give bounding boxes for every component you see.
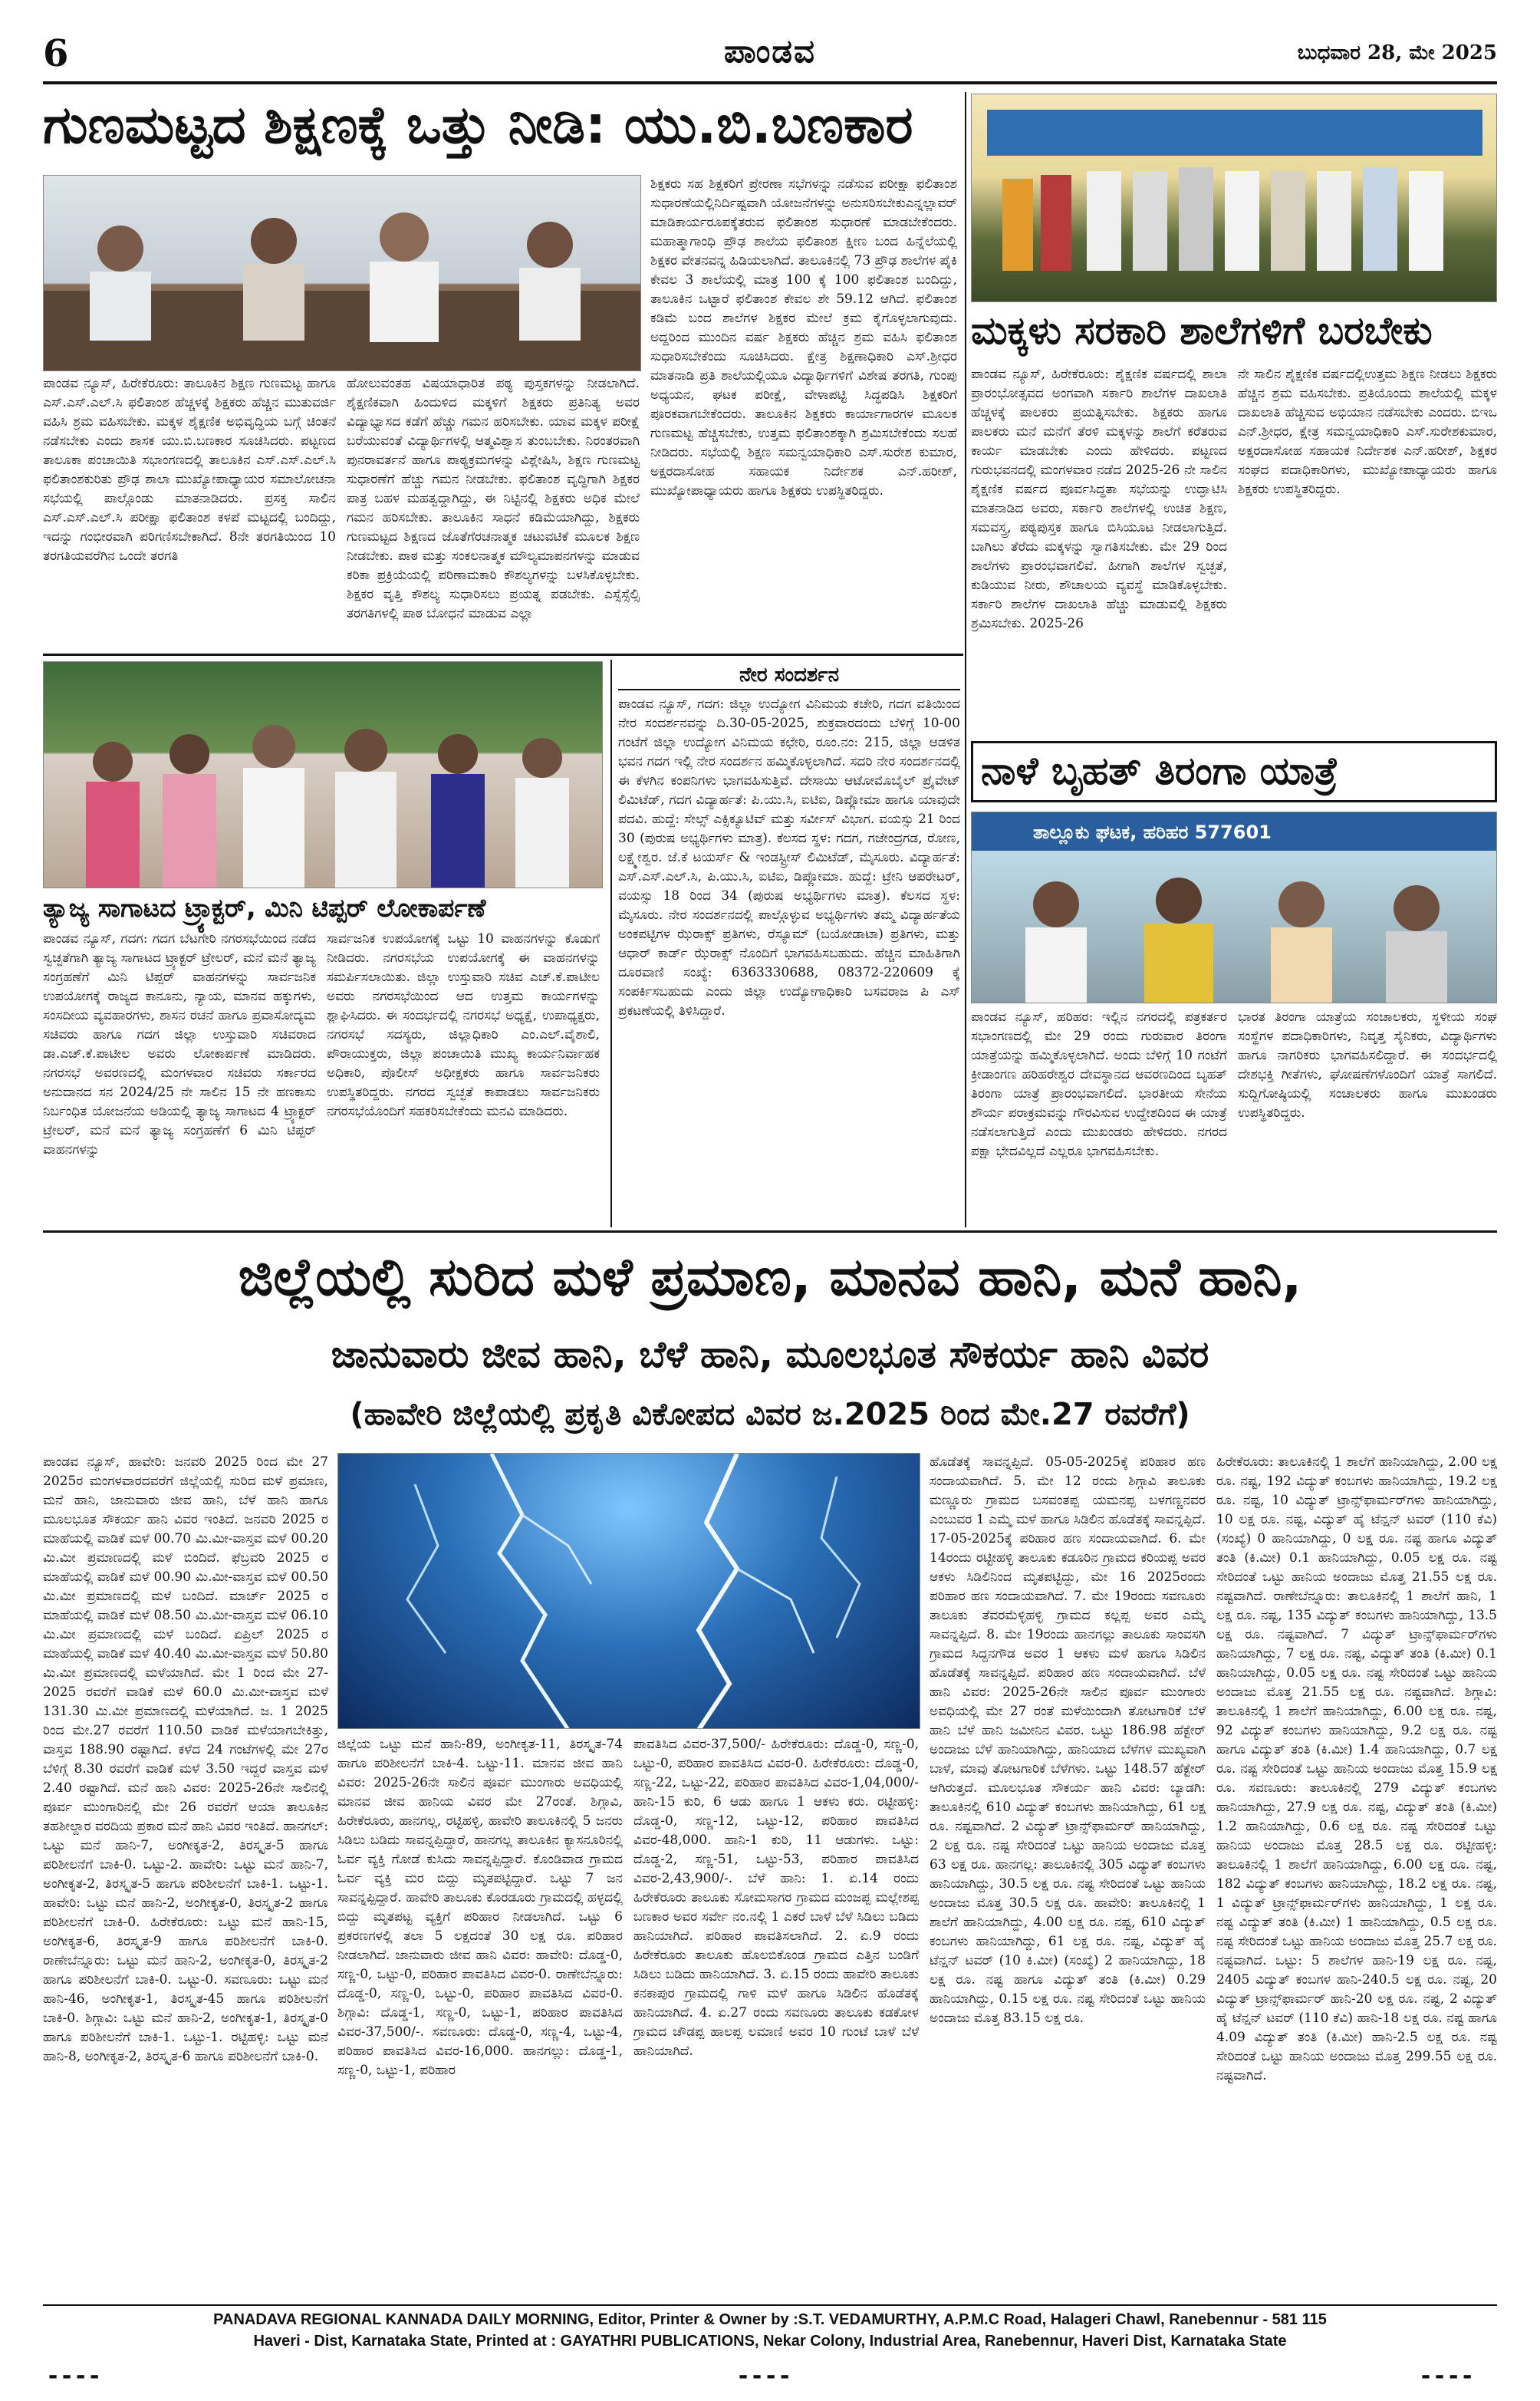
main-headline-2: ಜಾನುವಾರು ಜೀವ ಹಾನಿ, ಬೆಳೆ ಹಾನಿ, ಮೂಲಭೂತ ಸೌಕರ್ಯ ಹಾನಿ ವಿವರ	[331, 1333, 1209, 1376]
story4-photo-banner: ತಾಲ್ಲೂಕು ಘಟಕ, ಹರಿಹರ 577601	[1033, 822, 1272, 843]
story1-headline: ಗುಣಮಟ್ಟದ ಶಿಕ್ಷಣಕ್ಕೆ ಒತ್ತು ನೀಡಿ: ಯು.ಬಿ.ಬಣಕಾರ	[43, 95, 913, 156]
story3-photo-illustration	[44, 662, 603, 888]
registration-mark-right: ----	[1419, 2363, 1475, 2389]
registration-mark-left: ----	[46, 2363, 102, 2389]
story2-column-2: ನೇ ಸಾಲಿನ ಶೈಕ್ಷಣಿಕ ವರ್ಷದಲ್ಲಿಉತ್ತಮ ಶಿಕ್ಷಣ ನೀಡಲು ಶಿಕ್ಷಕರು ಹೆಚ್ಚಿನ ಶ್ರಮ ವಹಿಸಬೇಕು. ಪ್ರತಿಯೊಂದು ಶಾಲೆಯಲ್ಲಿ ಮಕ್ಕಳ ದಾಖಲಾತಿ ಹೆಚ್ಚಿಸುವ ಅಭಿಯಾನ ನಡೆಸಬೇಕು ಎಂದರು. ಬಿಇಒ ಎನ್.ಶ್ರೀಧರ, ಕ್ಷೇತ್ರ ಸಮನ್ವಯಾಧಿಕಾರಿ ಎಸ್.ಸುರೇಶಕುಮಾರ, ಅಕ್ಷರದಾಸೋಹ ಸಹಾಯಕ ನಿರ್ದೇಶಕ ಎನ್.ಹರೀಶ್, ಶಿಕ್ಷಕರ ಸಂಘದ ಪದಾಧಿಕಾರಿಗಳು, ಮುಖ್ಯೋಪಾಧ್ಯಾಯರು ಹಾಗೂ ಶಿಕ್ಷಕರು ಉಪಸ್ಥಿತರಿದ್ದರು.	[1238, 367, 1497, 497]
main-subheadline: (ಹಾವೇರಿ ಜಿಲ್ಲೆಯಲ್ಲಿ ಪ್ರಕೃತಿ ವಿಕೋಪದ ವಿವರ ಜ.2025 ರಿಂದ ಮೇ.27 ರವರೆಗೆ)	[350, 1397, 1190, 1432]
column-divider	[965, 92, 966, 1227]
story2-column-1: ಪಾಂಡವ ನ್ಯೂಸ್, ಹಿರೇಕೆರೂರು: ಶೈಕ್ಷಣಿಕ ವರ್ಷದಲ್ಲಿ ಶಾಲಾ ಪ್ರಾರಂಭೋತ್ಸವದ ಅಂಗವಾಗಿ ಸರ್ಕಾರಿ ಶಾಲೆಗಳ ದಾಖಲಾತಿ ಹೆಚ್ಚಳಕ್ಕೆ ಪಾಲಕರು ಪ್ರಯತ್ನಿಸಬೇಕು. ಶಿಕ್ಷಕರು ಹಾಗೂ ಪಾಲಕರು ಮನೆ ಮನೆಗೆ ತೆರಳಿ ಮಕ್ಕಳನ್ನು ಶಾಲೆಗೆ ಕರೆತರುವ ಕಾರ್ಯ ಮಾಡಬೇಕು ಎಂದು ಹೇಳಿದರು. ಪಟ್ಟಣದ ಗುರುಭವನದಲ್ಲಿ ಮಂಗಳವಾರ ನಡೆದ 2025-26 ನೇ ಸಾಲಿನ ಶೈಕ್ಷಣಿಕ ವರ್ಷದ ಪೂರ್ವಸಿದ್ಧತಾ ಸಭೆಯನ್ನು ಉದ್ಘಾಟಿಸಿ ಮಾತನಾಡಿದ ಅವರು, ಸರ್ಕಾರಿ ಶಾಲೆಗಳಲ್ಲಿ ಉಚಿತ ಶಿಕ್ಷಣ, ಸಮವಸ್ತ್ರ, ಪಠ್ಯಪುಸ್ತಕ ಹಾಗೂ ಬಿಸಿಯೂಟ ನೀಡಲಾಗುತ್ತಿದೆ. ಬಾಗಿಲು ತೆರೆದು ಮಕ್ಕಳನ್ನು ಸ್ವಾಗತಿಸಬೇಕು. ಮೇ 29 ರಿಂದ ಶಾಲೆಗಳು ಪ್ರಾರಂಭವಾಗಲಿವೆ. ಹೀಗಾಗಿ ಶಾಲೆಗಳ ಸ್ವಚ್ಛತೆ, ಕುಡಿಯುವ ನೀರು, ಶೌಚಾಲಯ ವ್ಯವಸ್ಥೆ ಮಾಡಿಕೊಳ್ಳಬೇಕು. ಸರ್ಕಾರಿ ಶಾಲೆಗಳ ದಾಖಲಾತಿ ಹೆಚ್ಚು ಮಾಡುವಲ್ಲಿ ಶಿಕ್ಷಕರು ಶ್ರಮಿಸಬೇಕು. 2025-26	[971, 367, 1227, 631]
story3-column-1: ಪಾಂಡವ ನ್ಯೂಸ್, ಗದಗ: ಗದಗ ಬೆಟಗೇರಿ ನಗರಸಭೆಯಿಂದ ನಡೆದ ಸ್ವಚ್ಛತೆಗಾಗಿ ತ್ಯಾಜ್ಯ ಸಾಗಾಟದ ಟ್ರ್ಯಾಕ್ಟರ್ ಟ್ರೇಲರ್, ಮನೆ ಮನೆ ತ್ಯಾಜ್ಯ ಸಂಗ್ರಹಣೆಗೆ ಮಿನಿ ಟಿಪ್ಪರ್ ವಾಹನಗಳನ್ನು ಸಾರ್ವಜನಿಕ ಉಪಯೋಗಕ್ಕೆ ರಾಜ್ಯದ ಕಾನೂನು, ನ್ಯಾಯ, ಮಾನವ ಹಕ್ಕುಗಳು, ಸಂಸದೀಯ ವ್ಯವಹಾರಗಳು, ಶಾಸನ ರಚನೆ ಹಾಗೂ ಪ್ರವಾಸೋದ್ಯಮ ಸಚಿವರು ಹಾಗೂ ಗದಗ ಜಿಲ್ಲಾ ಉಸ್ತುವಾರಿ ಸಚಿವರಾದ ಡಾ.ಎಚ್.ಕೆ.ಪಾಟೀಲ ಅವರು ಲೋಕಾರ್ಪಣೆ ಮಾಡಿದರು. ನಗರಸಭೆ ಅವರಣದಲ್ಲಿ ಮಂಗಳವಾರ ಸಚಿವರು ಸರ್ಕಾರದ ಅನುದಾನದ ಸನ 2024/25 ನೇ ಸಾಲಿನ 15 ನೇ ಹಣಕಾಸು ನಿರ್ಬಂಧಿತ ಯೋಜನೆಯ ಅಡಿಯಲ್ಲಿ ತ್ಯಾಜ್ಯ ಸಾಗಾಟದ 4 ಟ್ರ್ಯಾಕ್ಟರ್ ಟ್ರೇಲರ್, ಮನೆ ಮನೆ ತ್ಯಾಜ್ಯ ಸಂಗ್ರಹಣೆಗೆ 6 ಮಿನಿ ಟಿಪ್ಪರ್ ವಾಹನಗಳನ್ನು	[43, 931, 316, 1158]
main-column-5: ಹಿರೇಕೆರೂರು: ತಾಲೂಕಿನಲ್ಲಿ 1 ಶಾಲೆಗೆ ಹಾನಿಯಾಗಿದ್ದು, 2.00 ಲಕ್ಷ ರೂ. ನಷ್ಟ, 192 ವಿದ್ಯುತ್ ಕಂಬಗಳು ಹಾನಿಯಾಗಿದ್ದು, 19.2 ಲಕ್ಷ ರೂ. ನಷ್ಟ, 10 ವಿದ್ಯುತ್ ಟ್ರಾನ್ಸ್‌ಫಾರ್ಮರ್‌ಗಳು ಹಾನಿಯಾಗಿದ್ದು, 10 ಲಕ್ಷ ರೂ. ನಷ್ಟ, ವಿದ್ಯುತ್ ಹೈ ಟೆನ್ಷನ್ ಟವರ್ (110 ಕೆವಿ) (ಸಂಖ್ಯೆ) 0 ಹಾನಿಯಾಗಿದ್ದು, 0 ಲಕ್ಷ ರೂ. ನಷ್ಟ ಹಾಗೂ ವಿದ್ಯುತ್ ತಂತಿ (ಕಿ.ಮೀ) 0.1 ಹಾನಿಯಾಗಿದ್ದು, 0.05 ಲಕ್ಷ ರೂ. ನಷ್ಟ ಸೇರಿದಂತೆ ಒಟ್ಟು ಹಾನಿಯ ಅಂದಾಜು ಮೊತ್ತ 21.55 ಲಕ್ಷ ರೂ. ನಷ್ಟವಾಗಿದೆ. ರಾಣೇಬೆನ್ನೂರು: ತಾಲೂಕಿನಲ್ಲಿ 1 ಶಾಲೆಗೆ ಹಾನಿ, 1 ಲಕ್ಷ ರೂ. ನಷ್ಟ, 135 ವಿದ್ಯುತ್ ಕಂಬಗಳು ಹಾನಿಯಾಗಿದ್ದು, 13.5 ಲಕ್ಷ ರೂ. ನಷ್ಟವಾಗಿದೆ. 7 ವಿದ್ಯುತ್ ಟ್ರಾನ್ಸ್‌ಫಾರ್ಮರ್‌ಗಳು ಹಾನಿಯಾಗಿದ್ದು, 7 ಲಕ್ಷ ರೂ. ನಷ್ಟ, ವಿದ್ಯುತ್ ತಂತಿ (ಕಿ.ಮೀ) 0.1 ಹಾನಿಯಾಗಿದ್ದು, 0.05 ಲಕ್ಷ ರೂ. ನಷ್ಟ ಸೇರಿದಂತೆ ಒಟ್ಟು ಹಾನಿಯ ಅಂದಾಜು ಮೊತ್ತ 21.55 ಲಕ್ಷ ರೂ. ನಷ್ಟವಾಗಿದೆ. ಶಿಗ್ಗಾವಿ: ತಾಲೂಕಿನಲ್ಲಿ 1 ಶಾಲೆಗೆ ಹಾನಿಯಾಗಿದ್ದು, 6.00 ಲಕ್ಷ ರೂ. ನಷ್ಟ, 92 ವಿದ್ಯುತ್ ಕಂಬಗಳು ಹಾನಿಯಾಗಿದ್ದು, 9.2 ಲಕ್ಷ ರೂ. ನಷ್ಟ ಹಾಗೂ ವಿದ್ಯುತ್ ತಂತಿ (ಕಿ.ಮೀ) 1.4 ಹಾನಿಯಾಗಿದ್ದು, 0.7 ಲಕ್ಷ ರೂ. ನಷ್ಟ ಸೇರಿದಂತೆ ಒಟ್ಟು ಹಾನಿಯ ಅಂದಾಜು ಮೊತ್ತ 15.9 ಲಕ್ಷ ರೂ. ಸವಣೂರು: ತಾಲೂಕಿನಲ್ಲಿ 279 ವಿದ್ಯುತ್ ಕಂಬಗಳು ಹಾನಿಯಾಗಿದ್ದು, 27.9 ಲಕ್ಷ ರೂ. ನಷ್ಟ, ವಿದ್ಯುತ್ ತಂತಿ (ಕಿ.ಮೀ) 1.2 ಹಾನಿಯಾಗಿದ್ದು, 0.6 ಲಕ್ಷ ರೂ. ನಷ್ಟ ಸೇರಿದಂತೆ ಒಟ್ಟು ಹಾನಿಯ ಅಂದಾಜು ಮೊತ್ತ 28.5 ಲಕ್ಷ ರೂ. ರಟ್ಟೀಹಳ್ಳಿ: ತಾಲೂಕಿನಲ್ಲಿ 1 ಶಾಲೆಗೆ ಹಾನಿಯಾಗಿದ್ದು, 6.00 ಲಕ್ಷ ರೂ. ನಷ್ಟ, 182 ವಿದ್ಯುತ್ ಕಂಬಗಳು ಹಾನಿಯಾಗಿದ್ದು, 18.2 ಲಕ್ಷ ರೂ. ನಷ್ಟ, 1 ವಿದ್ಯುತ್ ಟ್ರಾನ್ಸ್‌ಫಾರ್ಮರ್‌ಗಳು ಹಾನಿಯಾಗಿದ್ದು, 1 ಲಕ್ಷ ರೂ. ನಷ್ಟ ವಿದ್ಯುತ್ ತಂತಿ (ಕಿ.ಮೀ) 1 ಹಾನಿಯಾಗಿದ್ದು, 0.5 ಲಕ್ಷ ರೂ. ನಷ್ಟ ಸೇರಿದಂತೆ ಒಟ್ಟು ಹಾನಿಯ ಅಂದಾಜು ಮೊತ್ತ 25.7 ಲಕ್ಷ ರೂ. ನಷ್ಟವಾಗಿದೆ. ಒಟ್ಟು: 5 ಶಾಲೆಗಳ ಹಾನಿ-19 ಲಕ್ಷ ರೂ. ನಷ್ಟ, 2405 ವಿದ್ಯುತ್ ಕಂಬಗಳ ಹಾನಿ-240.5 ಲಕ್ಷ ರೂ. ನಷ್ಟ, 20 ವಿದ್ಯುತ್ ಟ್ರಾನ್ಸ್‌ಫಾರ್ಮರ್ ಹಾನಿ-20 ಲಕ್ಷ ರೂ. ನಷ್ಟ, 2 ವಿದ್ಯುತ್ ಹೈ ಟೆನ್ಷನ್ ಟವರ್ (110 ಕೆವಿ) ಹಾನಿ-18 ಲಕ್ಷ ರೂ. ನಷ್ಟ ಹಾಗೂ 4.09 ವಿದ್ಯುತ್ ತಂತಿ (ಕಿ.ಮೀ) ಹಾನಿ-2.5 ಲಕ್ಷ ರೂ. ನಷ್ಟ ಸೇರಿದಂತೆ ಒಟ್ಟು ಹಾನಿಯ ಅಂದಾಜು ಮೊತ್ತ 299.55 ಲಕ್ಷ ರೂ. ನಷ್ಟವಾಗಿದೆ.	[1216, 1454, 1497, 2083]
main-story-photo	[337, 1453, 920, 1729]
story4-headline: ನಾಳೆ ಬೃಹತ್ ತಿರಂಗಾ ಯಾತ್ರೆ	[981, 749, 1338, 793]
notice-title: ನೇರ ಸಂದರ್ಶನ	[618, 661, 960, 690]
notice-body: ಪಾಂಡವ ನ್ಯೂಸ್, ಗದಗ: ಜಿಲ್ಲಾ ಉದ್ಯೋಗ ವಿನಿಮಯ ಕಚೇರಿ, ಗದಗ ವತಿಯಿಂದ ನೇರ ಸಂದರ್ಶನವನ್ನು ದಿ.30-05-2025, ಶುಕ್ರವಾರದಂದು ಬೆಳಿಗ್ಗೆ 10-00 ಗಂಟೆಗೆ ಜಿಲ್ಲಾ ಉದ್ಯೋಗ ವಿನಿಮಯ ಕಛೇರಿ, ರೂಂ.ನಂ: 215, ಜಿಲ್ಲಾ ಆಡಳಿತ ಭವನ ಗದಗ ಇಲ್ಲಿ ನೇರ ಸಂದರ್ಶನ ಹಮ್ಮಿಕೊಳ್ಳಲಾಗಿದೆ. ಸದರಿ ನೇರ ಸಂದರ್ಶನದಲ್ಲಿ ಈ ಕೆಳಗಿನ ಕಂಪನಿಗಳು ಭಾಗವಹಿಸುತ್ತಿವೆ. ದೇಸಾಯಿ ಆಟೋಮೊಬೈಲ್ ಪ್ರೈವೇಟ್ ಲಿಮಿಟೆಡ್, ಗದಗ ವಿದ್ಯಾರ್ಹತೆ: ಪಿ.ಯು.ಸಿ, ಐಟಿಐ, ಡಿಪ್ಲೋಮಾ ಹಾಗೂ ಯಾವುದೇ ಪದವಿ. ಹುದ್ದೆ: ಸೇಲ್ಸ್ ಎಕ್ಸಿಕ್ಯೂಟಿವ್ ಮತ್ತು ಸರ್ವೀಸ್ ವಿಭಾಗ. ವಯಸ್ಸು 21 ರಿಂದ 30 (ಪುರುಷ ಅಭ್ಯರ್ಥಿಗಳು ಮಾತ್ರ). ಕೆಲಸದ ಸ್ಥಳ: ಗದಗ, ಗಜೇಂದ್ರಗಡ, ರೋಣ, ಲಕ್ಷ್ಮೇಶ್ವರ. ಜೆ.ಕೆ ಟಯರ್ಸ್ & ಇಂಡಸ್ಟ್ರೀಸ್ ಲಿಮಿಟೆಡ್, ಮೈಸೂರು. ವಿದ್ಯಾರ್ಹತೆ: ಎಸ್.ಎಸ್.ಎಲ್.ಸಿ, ಪಿ.ಯು.ಸಿ, ಐಟಿಐ, ಡಿಪ್ಲೋಮಾ. ಹುದ್ದೆ: ಟ್ರೇನಿ ಆಪರೇಟರ್, ವಯಸ್ಸು 18 ರಿಂದ 34 (ಪುರುಷ ಅಭ್ಯರ್ಥಿಗಳು ಮಾತ್ರ). ಕೆಲಸದ ಸ್ಥಳ: ಮೈಸೂರು. ನೇರ ಸಂದರ್ಶನದಲ್ಲಿ ಪಾಲ್ಗೊಳ್ಳುವ ಅಭ್ಯರ್ಥಿಗಳು ತಮ್ಮ ವಿದ್ಯಾರ್ಹತೆಯ ಅಂಕಪಟ್ಟಿಗಳ ಝೆರಾಕ್ಸ್ ಪ್ರತಿಗಳು, ರೆಸ್ಯೂಮ್ (ಬಯೋಡಾಟಾ) ಪ್ರತಿಗಳು, ಮತ್ತು ಆಧಾರ್ ಕಾರ್ಡ್ ಝೆರಾಕ್ಸ್ ನೊಂದಿಗೆ ಭಾಗವಹಿಸಬಹುದು. ಹೆಚ್ಚಿನ ಮಾಹಿತಿಗಾಗಿ ದೂರವಾಣಿ ಸಂಖ್ಯೆ: 6363330688, 08372-220609 ಕ್ಕೆ ಸಂಪರ್ಕಿಸಬಹುದು ಎಂದು ಜಿಲ್ಲಾ ಉದ್ಯೋಗಾಧಿಕಾರಿ ಬಸವರಾಜ ಪಿ ಎಸ್ ಪ್ರಕಟಣೆಯಲ್ಲಿ ತಿಳಿಸಿದ್ದಾರೆ.	[618, 697, 960, 1019]
story2-headline: ಮಕ್ಕಳು ಸರಕಾರಿ ಶಾಲೆಗಳಿಗೆ ಬರಬೇಕು	[971, 308, 1433, 353]
story1-photo-illustration	[44, 176, 641, 371]
issue-date: ಬುಧವಾರ 28, ಮೇ 2025	[1297, 41, 1497, 64]
masthead	[43, 31, 1497, 84]
story4-headline-box	[971, 741, 1497, 802]
section-divider	[43, 654, 963, 656]
registration-mark-center: ----	[736, 2363, 792, 2389]
lightning-illustration	[338, 1454, 920, 1729]
main-column-2: ಜಿಲ್ಲೆಯ ಒಟ್ಟು ಮನೆ ಹಾನಿ-89, ಅಂಗೀಕೃತ-11, ತಿರಸ್ಕೃತ-74 ಹಾಗೂ ಪರಿಶೀಲನೆಗೆ ಬಾಕಿ-4. ಒಟ್ಟು-11. ಮಾನವ ಜೀವ ಹಾನಿ ವಿವರ: 2025-26ನೇ ಸಾಲಿನ ಪೂರ್ವ ಮುಂಗಾರು ಅವಧಿಯಲ್ಲಿ ಮಾನವ ಜೀವ ಹಾನಿಯ ವಿವರ ಮೇ 27ರಂತೆ. ಶಿಗ್ಗಾವಿ, ಹಿರೇಕೆರೂರು, ಹಾನಗಲ್ಲ, ರಟ್ಟಿಹಳ್ಳಿ, ಹಾವೇರಿ ತಾಲೂಕಿನಲ್ಲಿ 5 ಜನರು ಸಿಡಿಲು ಬಡಿದು ಸಾವನ್ನಪ್ಪಿದ್ದಾರೆ, ಹಾನಗಲ್ಲ ತಾಲೂಕಿನ ಕ್ಯಾಸನೂರಿನಲ್ಲಿ ಓರ್ವ ವ್ಯಕ್ತಿ ಗೋಡೆ ಕುಸಿದು ಸಾವನ್ನಪ್ಪಿದ್ದಾರೆ. ಕೊಂಡಿವಾಡ ಗ್ರಾಮದ ಓರ್ವ ವ್ಯಕ್ತಿ ಮರ ಬಿದ್ದು ಮೃತಪಟ್ಟಿದ್ದಾರೆ. ಒಟ್ಟು 7 ಜನ ಸಾವನ್ನಪ್ಪಿದ್ದಾರೆ. ಹಾವೇರಿ ತಾಲೂಕು ಕೊರಡೂರು ಗ್ರಾಮದಲ್ಲಿ ಹಳ್ಳದಲ್ಲಿ ಬಿದ್ದು ಮೃತಪಟ್ಟ ವ್ಯಕ್ತಿಗೆ ಪರಿಹಾರ ನೀಡಲಾಗಿದೆ. ಒಟ್ಟು 6 ಪ್ರಕರಣಗಳಲ್ಲಿ ತಲಾ 5 ಲಕ್ಷದಂತೆ 30 ಲಕ್ಷ ರೂ. ಪರಿಹಾರ ನೀಡಲಾಗಿದೆ. ಜಾನುವಾರು ಜೀವ ಹಾನಿ ವಿವರ: ಹಾವೇರಿ: ದೊಡ್ಡ-0, ಸಣ್ಣ-0, ಒಟ್ಟು-0, ಪರಿಹಾರ ಪಾವತಿಸಿದ ವಿವರ-0. ರಾಣೇಬೆನ್ನೂರು: ದೊಡ್ಡ-0, ಸಣ್ಣ-0, ಒಟ್ಟು-0, ಪರಿಹಾರ ಪಾವತಿಸಿದ ವಿವರ-0. ಶಿಗ್ಗಾವಿ: ದೊಡ್ಡ-1, ಸಣ್ಣ-0, ಒಟ್ಟು-1, ಪರಿಹಾರ ಪಾವತಿಸಿದ ವಿವರ-37,500/-. ಸವಣೂರು: ದೊಡ್ಡ-0, ಸಣ್ಣ-4, ಒಟ್ಟು-4, ಪರಿಹಾರ ಪಾವತಿಸಿದ ವಿವರ-16,000. ಹಾನಗಲ್ಲು: ದೊಡ್ಡ-1, ಸಣ್ಣ-0, ಒಟ್ಟು-1, ಪರಿಹಾರ	[337, 1737, 623, 2078]
main-column-1: ಪಾಂಡವ ನ್ಯೂಸ್, ಹಾವೇರಿ: ಜನವರಿ 2025 ರಿಂದ ಮೇ 27 2025ರ ಮಂಗಳವಾರದವರೆಗೆ ಜಿಲ್ಲೆಯಲ್ಲಿ ಸುರಿದ ಮಳೆ ಪ್ರಮಾಣ, ಮನೆ ಹಾನಿ, ಜಾನುವಾರು ಜೀವ ಹಾನಿ, ಬೆಳೆ ಹಾನಿ ಹಾಗೂ ಮೂಲಭೂತ ಸೌಕರ್ಯ ಹಾನಿ ವಿವರ ಇಂತಿದೆ. ಜನವರಿ 2025 ರ ಮಾಹೆಯಲ್ಲಿ ವಾಡಿಕೆ ಮಳೆ 00.70 ಮಿ.ಮೀ-ವಾಸ್ತವ ಮಳೆ 00.20 ಮಿ.ಮೀ ಪ್ರಮಾಣದಲ್ಲಿ ಮಳೆ ಬಿಂದಿದೆ. ಫೆಬ್ರವರಿ 2025 ರ ಮಾಹೆಯಲ್ಲಿ ವಾಡಿಕೆ ಮಳೆ 00.90 ಮಿ.ಮೀ-ವಾಸ್ತವ ಮಳೆ 00.50 ಮಿ.ಮೀ ಪ್ರಮಾಣದಲ್ಲಿ ಮಳೆ ಬಂದಿದೆ. ಮಾರ್ಚ್ 2025 ರ ಮಾಹೆಯಲ್ಲಿ ವಾಡಿಕೆ ಮಳೆ 08.50 ಮಿ.ಮೀ-ವಾಸ್ತವ ಮಳೆ 06.10 ಮಿ.ಮೀ ಪ್ರಮಾಣದಲ್ಲಿ ಮಳೆ ಬಂದಿದೆ. ಏಪ್ರಿಲ್ 2025 ರ ಮಾಹೆಯಲ್ಲಿ ವಾಡಿಕೆ ಮಳೆ 40.40 ಮಿ.ಮೀ-ವಾಸ್ತವ ಮಳೆ 50.80 ಮಿ.ಮೀ ಪ್ರಮಾಣದಲ್ಲಿ ಮಳೆಯಾಗಿದೆ. ಮೇ 1 ರಿಂದ ಮೇ 27- 2025 ರವರೆಗೆ ವಾಡಿಕೆ ಮಳೆ 60.0 ಮಿ.ಮೀ-ವಾಸ್ತವ ಮಳೆ 131.30 ಮಿ.ಮೀ ಪ್ರಮಾಣದಲ್ಲಿ ಮಳೆಯಾಗಿದೆ. ಜ. 1 2025 ರಿಂದ ಮೇ.27 ರವರೆಗೆ 110.50 ವಾಡಿಕೆ ಮಳೆಯಾಗಬೇಕಿತ್ತು, ವಾಸ್ತವ 188.90 ರಷ್ಟಾಗಿದೆ. ಕಳೆದ 24 ಗಂಟೆಗಳಲ್ಲಿ ಮೇ 27ರ ಬೆಳಿಗ್ಗೆ 8.30 ರವರೆಗೆ ವಾಡಿಕೆ ಮಳೆ 3.50 ಇದ್ದರೆ ವಾಸ್ತವ ಮಳೆ 2.40 ರಷ್ಟಾಗಿದೆ. ಮನೆ ಹಾನಿ ವಿವರ: 2025-26ನೇ ಸಾಲಿನಲ್ಲಿ ಪೂರ್ವ ಮುಂಗಾರಿನಲ್ಲಿ ಮೇ 26 ರವರೆಗೆ ಆಯಾ ತಾಲೂಕಿನ ತಹಶೀಲ್ದಾರ ವರದಿಯ ಪ್ರಕಾರ ಮನೆ ಹಾನಿ ವಿವರ ಇಂತಿದೆ. ಹಾನಗಲ್: ಒಟ್ಟು ಮನೆ ಹಾನಿ-7, ಅಂಗೀಕೃತ-2, ತಿರಸ್ಕೃತ-5 ಹಾಗೂ ಪರಿಶೀಲನೆಗೆ ಬಾಕಿ-0. ಒಟ್ಟು-2. ಹಾವೇರಿ: ಒಟ್ಟು ಮನೆ ಹಾನಿ-7, ಅಂಗೀಕೃತ-2, ತಿರಸ್ಕೃತ-5 ಹಾಗೂ ಪರಿಶೀಲನೆಗೆ ಬಾಕಿ-1. ಒಟ್ಟು-1. ಹಾವೇರಿ: ಒಟ್ಟು ಮನೆ ಹಾನಿ-2, ಅಂಗೀಕೃತ-0, ತಿರಸ್ಕೃತ-2 ಹಾಗೂ ಪರಿಶೀಲನೆಗೆ ಬಾಕಿ-0. ಹಿರೇಕೆರೂರು: ಒಟ್ಟು ಮನೆ ಹಾನಿ-15, ಅಂಗೀಕೃತ-6, ತಿರಸ್ಕೃತ-9 ಹಾಗೂ ಪರಿಶೀಲನೆಗೆ ಬಾಕಿ-0. ರಾಣೇಬೆನ್ನೂರು: ಒಟ್ಟು ಮನೆ ಹಾನಿ-2, ಅಂಗೀಕೃತ-0, ತಿರಸ್ಕೃತ-2 ಹಾಗೂ ಪರಿಶೀಲನೆಗೆ ಬಾಕಿ-0. ಒಟ್ಟು-0. ಸವಣೂರು: ಒಟ್ಟು ಮನೆ ಹಾನಿ-46, ಅಂಗೀಕೃತ-1, ತಿರಸ್ಕೃತ-45 ಹಾಗೂ ಪರಿಶೀಲನೆಗೆ ಬಾಕಿ-0. ಶಿಗ್ಗಾವಿ: ಒಟ್ಟು ಮನೆ ಹಾನಿ-2, ಅಂಗೀಕೃತ-1, ತಿರಸ್ಕೃತ-0 ಹಾಗೂ ಪರಿಶೀಲನೆಗೆ ಬಾಕಿ-1. ಒಟ್ಟು-1. ರಟ್ಟಿಹಳ್ಳಿ: ಒಟ್ಟು ಮನೆ ಹಾನಿ-8, ಅಂಗೀಕೃತ-2, ತಿರಸ್ಕೃತ-6 ಹಾಗೂ ಪರಿಶೀಲನೆಗೆ ಬಾಕಿ-0.	[43, 1454, 328, 2064]
story3-headline-box	[43, 890, 603, 928]
story2-photo-illustration	[972, 94, 1497, 302]
story1-column-1: ಪಾಂಡವ ನ್ಯೂಸ್, ಹಿರೇಕೆರೂರು: ತಾಲೂಕಿನ ಶಿಕ್ಷಣ ಗುಣಮಟ್ಟ ಹಾಗೂ ಎಸ್.ಎಸ್.ಎಲ್.ಸಿ ಫಲಿತಾಂಶ ಹೆಚ್ಚಳಕ್ಕೆ ಶಿಕ್ಷಕರು ಹೆಚ್ಚಿನ ಮುತುವರ್ಜಿ ವಹಿಸಿ ಶ್ರಮ ವಹಿಸಬೇಕು. ಮಕ್ಕಳ ಶೈಕ್ಷಣಿಕ ಅಭಿವೃದ್ಧಿಯ ಬಗ್ಗೆ ಚಿಂತನೆ ನಡೆಸಬೇಕು ಎಂದು ಶಾಸಕ ಯು.ಬಿ.ಬಣಕಾರ ಸೂಚಿಸಿದರು. ಪಟ್ಟಣದ ತಾಲೂಕಾ ಪಂಚಾಯಿತಿ ಸಭಾಂಗಣದಲ್ಲಿ ತಾಲೂಕಿನ ಎಸ್.ಎಸ್.ಎಲ್.ಸಿ ಫಲಿತಾಂಶಕುರಿತು ಪ್ರೌಢ ಶಾಲಾ ಮುಖ್ಯೋಪಾಧ್ಯಾಯರ ಸಮಾಲೋಚನಾ ಸಭೆಯಲ್ಲಿ ಪಾಲ್ಗೊಂಡು ಮಾತನಾಡಿದರು. ಪ್ರಸಕ್ತ ಸಾಲಿನ ಎಸ್.ಎಸ್.ಎಲ್.ಸಿ ಪರೀಕ್ಷಾ ಫಲಿತಾಂಶ ಕಳಪೆ ಮಟ್ಟದಲ್ಲಿ ಬಂದಿದ್ದು, ಇದನ್ನು ಗಂಭೀರವಾಗಿ ಪರಿಗಣಿಸಬೇಕಾಗಿದೆ. 8ನೇ ತರಗತಿಯಿಂದ 10 ತರಗತಿಯವರೆಗಿನ ಒಂದೇ ತರಗತಿ	[43, 376, 336, 564]
story2-headline-box	[971, 305, 1497, 359]
story1-column-3: ಶಿಕ್ಷಕರು ಸಹ ಶಿಕ್ಷಕರಿಗೆ ಪ್ರೇರಣಾ ಸಭೆಗಳನ್ನು ನಡೆಸುವ ಪರೀಕ್ಷಾ ಫಲಿತಾಂಶ ಸುಧಾರಣೆಯಲ್ಲಿನಿರ್ದಿಷ್ಟವಾಗಿ ಯೋಜನೆಗಳನ್ನು ಅನುಸರಿಸಬೇಕುಎನ್ನಲ್ಲಾವರ್ ಮಾಡಿಕಾರ್ಯರೂಪಕ್ಕೆತರುವ ಫಲಿತಾಂಶ ಸುಧಾರಣೆ ಮಾಡಬೇಕೆಂದರು. ಮಹಾತ್ಮಾಗಾಂಧಿ ಪ್ರೌಢ ಶಾಲೆಯ ಫಲಿತಾಂಶ ಕ್ಷೀಣ ಬಂದ ಹಿನ್ನೆಲೆಯಲ್ಲಿ ಶಿಕ್ಷಕರ ವೇತನವನ್ನ ಹಿಡಿಯಲಾಗಿದೆ. ತಾಲೂಕಿನಲ್ಲಿ 73 ಪ್ರೌಢ ಶಾಲೆಗಳ ಪೈಕಿ ಕೇವಲ 3 ಶಾಲೆಯಲ್ಲಿ ಮಾತ್ರ 100 ಕ್ಕೆ 100 ಫಲಿತಾಂಶ ಬಂದಿದ್ದು, ತಾಲೂಕಿನ ಒಟ್ಟಾರೆ ಫಲಿತಾಂಶ ಕೇವಲ ಶೇ 59.12 ಆಗಿದೆ. ಫಲಿತಾಂಶ ಕಡಿಮೆ ಬಂದ ಶಾಲೆಗಳ ಶಿಕ್ಷಕರ ಮೇಲೆ ಕ್ರಮ ಕೈಗೊಳ್ಳಲಾಗುವುದು. ಅದ್ದರಿಂದ ಮುಂದಿನ ವರ್ಷ ಶಿಕ್ಷಕರು ಹೆಚ್ಚಿನ ಶ್ರಮ ವಹಿಸಿ ಫಲಿತಾಂಶ ಸುಧಾರಿಸಬೇಕೆಂದು ಸೂಚಿಸಿದರು. ಕ್ಷೇತ್ರ ಶಿಕ್ಷಣಾಧಿಕಾರಿ ಎಸ್.ಶ್ರೀಧರ ಮಾತನಾಡಿ ಪ್ರತಿ ಶಾಲೆಯಲ್ಲಿಯೂ ವಿದ್ಯಾರ್ಥಿಗಳಿಗೆ ವಿಶೇಷ ತರಗತಿ, ಗುಂಪು ಅಧ್ಯಯನ, ಘಟಕ ಪರೀಕ್ಷೆ, ವೇಳಾಪಟ್ಟಿ ಸಿದ್ಧಪಡಿಸಿ ಶಿಕ್ಷಕರಿಗೆ ಪೂರಕವಾಗಬೇಕೆಂದರು. ತಾಲೂಕಿನ ಶಿಕ್ಷಕರು ಕಾರ್ಯಾಗಾರಗಳ ಮೂಲಕ ಗುಣಮಟ್ಟ ಹೆಚ್ಚಿಸಬೇಕು, ಉತ್ತಮ ಫಲಿತಾಂಶಕ್ಕಾಗಿ ಶ್ರಮಿಸಬೇಕೆಂದು ಸಲಹೆ ನೀಡಿದರು. ಸಭೆಯಲ್ಲಿ ಶಿಕ್ಷಣ ಸಮನ್ವಯಾಧಿಕಾರಿ ಎಸ್.ಸುರೇಶ ಕುಮಾರ, ಅಕ್ಷರದಾಸೋಹ ಸಹಾಯಕ ನಿರ್ದೇಶಕ ಎನ್.ಹರೀಶ್, ಮುಖ್ಯೋಪಾಧ್ಯಾಯರು ಹಾಗೂ ಶಿಕ್ಷಕರು ಉಪಸ್ಥಿತರಿದ್ದರು.	[650, 176, 957, 499]
story3-column-2: ಸಾರ್ವಜನಿಕ ಉಪಯೋಗಕ್ಕೆ ಒಟ್ಟು 10 ವಾಹನಗಳನ್ನು ಕೊಡುಗೆ ನೀಡಿದರು. ನಗರಸಭೆಯ ಉಪಯೋಗಕ್ಕೆ ಈ ವಾಹನಗಳನ್ನು ಸಮರ್ಪಿಸಲಾಯಿತು. ಜಿಲ್ಲಾ ಉಸ್ತುವಾರಿ ಸಚಿವ ಎಚ್.ಕೆ.ಪಾಟೀಲ ಅವರು ನಗರಸಭೆಯಿಂದ ಆದ ಉತ್ತಮ ಕಾರ್ಯಗಳನ್ನು ಶ್ಲಾಘಿಸಿದರು. ಈ ಸಂದರ್ಭದಲ್ಲಿ ನಗರಸಭೆ ಅಧ್ಯಕ್ಷೆ, ಉಪಾಧ್ಯಕ್ಷರು, ನಗರಸಭೆ ಸದಸ್ಯರು, ಜಿಲ್ಲಾಧಿಕಾರಿ ಎಂ.ಎಲ್.ವೈಶಾಲಿ, ಪೌರಾಯುಕ್ತರು, ಜಿಲ್ಲಾ ಪಂಚಾಯಿತಿ ಮುಖ್ಯ ಕಾರ್ಯನಿರ್ವಾಹಕ ಅಧಿಕಾರಿ, ಪೊಲೀಸ್ ಅಧೀಕ್ಷಕರು ಹಾಗೂ ಸಾರ್ವಜನಿಕರು ಉಪಸ್ಥಿತರಿದ್ದರು. ನಗರದ ಸ್ವಚ್ಛತೆ ಕಾಪಾಡಲು ಸಾರ್ವಜನಿಕರು ನಗರಸಭೆಯೊಂದಿಗೆ ಸಹಕರಿಸಬೇಕೆಂದು ಮನವಿ ಮಾಡಿದರು.	[327, 931, 600, 1119]
story1-column-2: ಹೋಲುವಂತಹ ವಿಷಯಾಧಾರಿತ ಪಠ್ಯ ಪುಸ್ತಕಗಳನ್ನು ನೀಡಲಾಗಿದೆ. ಶೈಕ್ಷಣಿಕವಾಗಿ ಹಿಂದುಳಿದ ಮಕ್ಕಳಿಗೆ ಶಿಕ್ಷಕರು ಪ್ರತಿನಿತ್ಯ ಅವರ ವಿದ್ಯಾಭ್ಯಾಸದ ಕಡೆಗೆ ಹೆಚ್ಚು ಗಮನ ಹರಿಸಬೇಕು. ಯಾವ ಮಕ್ಕಳ ಪರೀಕ್ಷೆ ಬರೆಯುವಂತೆ ವಿದ್ಯಾರ್ಥಿಗಳಲ್ಲಿ ಆತ್ಮವಿಶ್ವಾಸ ತುಂಬಬೇಕು. ನಿರಂತರವಾಗಿ ಪುನರಾವರ್ತನೆ ಹಾಗೂ ಪಾಠ್ಯಕ್ರಮಗಳನ್ನು ವಿಶ್ಲೇಷಿಸಿ, ಶಿಕ್ಷಣ ಗುಣಮಟ್ಟ ಸುಧಾರಣೆಗೆ ಹೆಚ್ಚು ಗಮನ ನೀಡಬೇಕು. ಫಲಿತಾಂಶ ವೃದ್ಧಿಗಾಗಿ ಶಿಕ್ಷಕರ ಪಾತ್ರ ಬಹಳ ಮಹತ್ವದ್ದಾಗಿದ್ದು, ಈ ನಿಟ್ಟಿನಲ್ಲಿ ಶಿಕ್ಷಕರು ಅಧಿಕ ಮೇಲೆ ಗಮನ ಹರಿಸಬೇಕು. ತಾಲೂಕಿನ ಸಾಧನೆ ಕಡಿಮೆಯಾಗಿದ್ದು, ಶಿಕ್ಷಕರು ಗುಣಮಟ್ಟದ ಶಿಕ್ಷಣದ ಜೊತೆಗೆರಚನಾತ್ಮಕ ಚಟುವಟಿಕೆ ಮೂಲಕ ಶಿಕ್ಷಣ ನೀಡಬೇಕು. ಪಾಠ ಮತ್ತು ಸಂಕಲನಾತ್ಮಕ ಮೌಲ್ಯಮಾಪನಗಳನ್ನು ಮಾಡುವ ಕರಿಕಾ ಪ್ರಕ್ರಿಯೆಯಲ್ಲಿ ಪರಿಣಾಮಕಾರಿ ಕೌಶಲ್ಯಗಳನ್ನು ಬಳಸಿಕೊಳ್ಳಬೇಕು. ಶಿಕ್ಷಕರ ವೃತ್ತಿ ಕೌಶಲ್ಯ ಸುಧಾರಿಸಲು ಪ್ರಯತ್ನ ಪಡಬೇಕು. ಎಸ್ಸೆಸ್ಸೆಲ್ಸಿ ತರಗತಿಗಳಲ್ಲಿ ಪಾಠ ಬೋಧನೆ ಮಾಡುವ ಎಲ್ಲಾ	[347, 376, 640, 621]
column-divider	[610, 660, 612, 1227]
main-headline-1: ಜಿಲ್ಲೆಯಲ್ಲಿ ಸುರಿದ ಮಳೆ ಪ್ರಮಾಣ, ಮಾನವ ಹಾನಿ, ಮನೆ ಹಾನಿ,	[238, 1247, 1302, 1308]
newspaper-name: ಪಾಂಡವ	[723, 32, 817, 70]
story4-column-1: ಪಾಂಡವ ನ್ಯೂಸ್, ಹರಿಹರ: ಇಲ್ಲಿನ ನಗರದಲ್ಲಿ ಪತ್ರಕರ್ತರ ಸಭಾಂಗಣದಲ್ಲಿ ಮೇ 29 ರಂದು ಗುರುವಾರ ತಿರಂಗಾ ಯಾತ್ರೆಯನ್ನು ಹಮ್ಮಿಕೊಳ್ಳಲಾಗಿದೆ. ಅಂದು ಬೆಳಿಗ್ಗೆ 10 ಗಂಟೆಗೆ ಕ್ರೀಡಾಂಗಣ ಹರಿಹರೇಶ್ವರ ದೇವಸ್ಥಾನದ ಆವರಣದಿಂದ ಬೃಹತ್ ತಿರಂಗಾ ಯಾತ್ರೆ ಪ್ರಾರಂಭವಾಗಲಿದೆ. ಭಾರತೀಯ ಸೇನೆಯ ಶೌರ್ಯ ಪರಾಕ್ರಮವನ್ನು ಗೌರವಿಸುವ ಉದ್ದೇಶದಿಂದ ಈ ಯಾತ್ರೆ ನಡೆಸಲಾಗುತ್ತಿದೆ ಎಂದು ಮುಖಂಡರು ಹೇಳಿದರು. ನಗರದ ಪಕ್ಷಾ ಭೇದವಿಲ್ಲದೆ ಎಲ್ಲರೂ ಭಾಗವಹಿಸಬೇಕು.	[971, 1009, 1227, 1159]
imprint-footer	[43, 2309, 1497, 2352]
section-divider	[43, 1230, 1497, 1233]
story4-photo	[971, 812, 1497, 1003]
story4-column-2: ಭಾರತ ತಿರಂಗಾ ಯಾತ್ರೆಯ ಸಂಚಾಲಕರು, ಸ್ಥಳೀಯ ಸಂಘ ಸಂಸ್ಥೆಗಳ ಪದಾಧಿಕಾರಿಗಳು, ನಿವೃತ್ತ ಸೈನಿಕರು, ವಿದ್ಯಾರ್ಥಿಗಳು ಹಾಗೂ ನಾಗರಿಕರು ಭಾಗವಹಿಸಲಿದ್ದಾರೆ. ಈ ಸಂದರ್ಭದಲ್ಲಿ ದೇಶಭಕ್ತಿ ಗೀತೆಗಳು, ಘೋಷಣೆಗಳೊಂದಿಗೆ ಯಾತ್ರೆ ಸಾಗಲಿದೆ. ಸುದ್ದಿಗೋಷ್ಠಿಯಲ್ಲಿ ಸಂಚಾಲಕರು ಹಾಗೂ ಮುಖಂಡರು ಉಪಸ್ಥಿತರಿದ್ದರು.	[1238, 1009, 1497, 1121]
imprint-line-2: Haveri - Dist, Karnataka State, Printed at : GAYATHRI PUBLICATIONS, Nekar Colony, Industrial Area, Ranebennur, Haveri Dist, Karnataka State	[253, 2333, 1287, 2350]
story1-photo	[43, 175, 641, 371]
story1-headline-box	[43, 94, 963, 161]
notice-box	[618, 661, 960, 1226]
main-column-4: ಹೊಡೆತಕ್ಕೆ ಸಾವನ್ನಪ್ಪಿದೆ. 05-05-2025ಕ್ಕೆ ಪರಿಹಾರ ಹಣ ಸಂದಾಯವಾಗಿದೆ. 5. ಮೇ 12 ರಂದು ಶಿಗ್ಗಾವಿ ತಾಲೂಕು ಮಣ್ಣೂರು ಗ್ರಾಮದ ಬಸವಂತಪ್ಪ ಯಮನಪ್ಪ ಬಳಗಣ್ಣನವರ ಎಂಬುವರ 1 ಎಮ್ಮೆ ಮಳೆ ಹಾಗೂ ಸಿಡಿಲಿನ ಹೊಡೆತಕ್ಕೆ ಸಾವನ್ನಪ್ಪಿದೆ. 17-05-2025ಕ್ಕೆ ಪರಿಹಾರ ಹಣ ಸಂದಾಯವಾಗಿದೆ. 6. ಮೇ 14ರಂದು ರಟ್ಟೀಹಳ್ಳಿ ತಾಲೂಕು ಕಡೂರಿನ ಗ್ರಾಮದ ಕರಿಯಪ್ಪ ಅವರ ಆಕಳು ಸಿಡಿಲಿನಿಂದ ಮೃತಪಟ್ಟಿದ್ದು, ಮೇ 16 2025ರಂದು ಪರಿಹಾರ ಹಣ ಸಂದಾಯವಾಗಿದೆ. 7. ಮೇ 19ರಂದು ಸವಣೂರು ತಾಲೂಕು ತೆವರಮೆಳ್ಳಿಹಳ್ಳಿ ಗ್ರಾಮದ ಕಲ್ಲಪ್ಪ ಅವರ ಎಮ್ಮೆ ಸಾವನ್ನಪ್ಪಿದೆ. 8. ಮೇ 19ರಂದು ಹಾನಗಲ್ಲು ತಾಲೂಕು ಸಾಂವಸಗಿ ಗ್ರಾಮದ ಸಿದ್ದನಗೌಡ ಅವರ 1 ಆಕಳು ಮಳೆ ಹಾಗೂ ಸಿಡಿಲಿನ ಹೊಡೆತಕ್ಕೆ ಸಾವನ್ನಪ್ಪಿದೆ. ಪರಿಹಾರ ಹಣ ಸಂದಾಯವಾಗಿದೆ. ಬೆಳೆ ಹಾನಿ ವಿವರ: 2025-26ನೇ ಸಾಲಿನ ಪೂರ್ವ ಮುಂಗಾರು ಅವಧಿಯಲ್ಲಿ ಮೇ 27 ರಂತೆ ಮಳೆಯಿಂದಾಗಿ ತೋಟಗಾರಿಕೆ ಬೆಳೆ ಹಾನಿ ಬೆಳೆ ಹಾನಿ ಜಮೀನಿನ ವಿವರ. ಒಟ್ಟು 186.98 ಹೆಕ್ಟೇರ್ ಅಂದಾಜು ಬೆಳೆ ಹಾನಿಯಾಗಿದ್ದು, ಹಾನಿಯಾದ ಬೆಳೆಗಳ ಮುಖ್ಯವಾಗಿ ಬಾಳೆ, ಮಾವು ತೋಟಗಾರಿಕೆ ಬೆಳೆಗಳು. ಒಟ್ಟು 148.57 ಹೆಕ್ಟೇರ್ ಆಗಿರುತ್ತದೆ. ಮೂಲಭೂತ ಸೌಕರ್ಯ ಹಾನಿ ವಿವರ: ಬ್ಯಾಡಗಿ: ತಾಲೂಕಿನಲ್ಲಿ 610 ವಿದ್ಯುತ್ ಕಂಬಗಳು ಹಾನಿಯಾಗಿದ್ದು, 61 ಲಕ್ಷ ರೂ. ನಷ್ಟವಾಗಿದೆ. 2 ವಿದ್ಯುತ್ ಟ್ರಾನ್ಸ್‌ಫಾರ್ಮರ್ ಹಾನಿಯಾಗಿದ್ದು, 2 ಲಕ್ಷ ರೂ. ನಷ್ಟ ಸೇರಿದಂತೆ ಒಟ್ಟು ಹಾನಿಯ ಅಂದಾಜು ಮೊತ್ತ 63 ಲಕ್ಷ ರೂ. ಹಾನಗಲ್ಲ: ತಾಲೂಕಿನಲ್ಲಿ 305 ವಿದ್ಯುತ್ ಕಂಬಗಳು ಹಾನಿಯಾಗಿದ್ದು, 30.5 ಲಕ್ಷ ರೂ. ನಷ್ಟ ಸೇರಿದಂತೆ ಒಟ್ಟು ಹಾನಿಯ ಅಂದಾಜು ಮೊತ್ತ 30.5 ಲಕ್ಷ ರೂ. ಹಾವೇರಿ: ತಾಲೂಕಿನಲ್ಲಿ 1 ಶಾಲೆಗೆ ಹಾನಿಯಾಗಿದ್ದು, 4.00 ಲಕ್ಷ ರೂ. ನಷ್ಟ, 610 ವಿದ್ಯುತ್ ಕಂಬಗಳು ಹಾನಿಯಾಗಿದ್ದು, 61 ಲಕ್ಷ ರೂ. ನಷ್ಟ, ವಿದ್ಯುತ್ ಹೈ ಟೆನ್ಷನ್ ಟವರ್ (10 ಕಿ.ಮೀ) (ಸಂಖ್ಯೆ) 2 ಹಾನಿಯಾಗಿದ್ದು, 18 ಲಕ್ಷ ರೂ. ನಷ್ಟ ಹಾಗೂ ವಿದ್ಯುತ್ ತಂತಿ (ಕಿ.ಮೀ) 0.29 ಹಾನಿಯಾಗಿದ್ದು, 0.15 ಲಕ್ಷ ರೂ. ನಷ್ಟ ಸೇರಿದಂತೆ ಒಟ್ಟು ಹಾನಿಯ ಅಂದಾಜು ಮೊತ್ತ 83.15 ಲಕ್ಷ ರೂ.	[930, 1454, 1206, 2026]
page-number: 6	[43, 32, 69, 75]
main-column-3: ಪಾವತಿಸಿದ ವಿವರ-37,500/- ಹಿರೇಕೆರೂರು: ದೊಡ್ಡ-0, ಸಣ್ಣ-0, ಒಟ್ಟು-0, ಪರಿಹಾರ ಪಾವತಿಸಿದ ವಿವರ-0. ಹಿರೇಕೆರೂರು: ದೊಡ್ಡ-0, ಸಣ್ಣ-22, ಒಟ್ಟು-22, ಪರಿಹಾರ ಪಾವತಿಸಿದ ವಿವರ-1,04,000/- ಹಾನಿ-15 ಕುರಿ, 6 ಆಡು ಹಾಗೂ 1 ಆಕಳು ಕರು. ರಟ್ಟೀಹಳ್ಳಿ: ದೊಡ್ಡ-0, ಸಣ್ಣ-12, ಒಟ್ಟು-12, ಪರಿಹಾರ ಪಾವತಿಸಿದ ವಿವರ-48,000. ಹಾನಿ-1 ಕುರಿ, 11 ಆಡುಗಳು. ಒಟ್ಟು: ದೊಡ್ಡ-2, ಸಣ್ಣ-51, ಒಟ್ಟು-53, ಪರಿಹಾರ ಪಾವತಿಸಿದ ವಿವರ-2,43,900/-. ಬೆಳೆ ಹಾನಿ: 1. ಏ.14 ರಂದು ಹಿರೇಕೆರೂರು ತಾಲೂಕು ಸೋಮಸಾಗರ ಗ್ರಾಮದ ಮಂಜಪ್ಪ ಮಲ್ಲೇಶಪ್ಪ ಬಣಕಾರ ಅವರ ಸರ್ವೇ ನಂ.ನಲ್ಲಿ 1 ಎಕರೆ ಬಾಳೆ ಬೆಳೆ ಸಿಡಿಲು ಬಡಿದು ಹಾನಿಯಾಗಿದೆ. ಪರಿಹಾರ ಪಾವತಿಸಲಾಗಿದೆ. 2. ಏ.9 ರಂದು ಹಿರೇಕೆರೂರು ತಾಲೂಕು ಹೊಲಬಿಕೊಂಡ ಗ್ರಾಮದ ಎತ್ತಿನ ಬಂಡಿಗೆ ಸಿಡಿಲು ಬಡಿದು ಹಾನಿಯಾಗಿದೆ. 3. ಏ.15 ರಂದು ಹಾವೇರಿ ತಾಲೂಕು ಕನಕಾಪುರ ಗ್ರಾಮದಲ್ಲಿ ಗಾಳಿ ಮಳೆ ಹಾಗೂ ಸಿಡಿಲಿನ ಹೊಡೆತಕ್ಕೆ ಹಾನಿಯಾಗಿದೆ. 4. ಏ.27 ರಂದು ಸವಣೂರು ತಾಲೂಕು ಕಡಕೋಳ ಗ್ರಾಮದ ಚೌಡಪ್ಪ ಹಾಲಪ್ಪ ಲಮಾಣಿ ಅವರ 10 ಗುಂಟೆ ಬಾಳೆ ಬೆಳೆ ಹಾನಿಯಾಗಿದೆ.	[633, 1737, 919, 2059]
story3-photo	[43, 661, 603, 888]
imprint-line-1: PANADAVA REGIONAL KANNADA DAILY MORNING, Editor, Printer & Owner by :S.T. VEDAMURTHY, A.P.M.C Road, Halageri Chawl, Ranebennur - 581 115	[213, 2311, 1327, 2328]
story3-headline: ತ್ಯಾಜ್ಯ ಸಾಗಾಟದ ಟ್ರ್ಯಾಕ್ಟರ್, ಮಿನಿ ಟಿಪ್ಪರ್ ಲೋಕಾರ್ಪಣೆ	[43, 893, 486, 923]
story2-photo	[971, 94, 1497, 302]
footer-divider	[43, 2304, 1497, 2306]
